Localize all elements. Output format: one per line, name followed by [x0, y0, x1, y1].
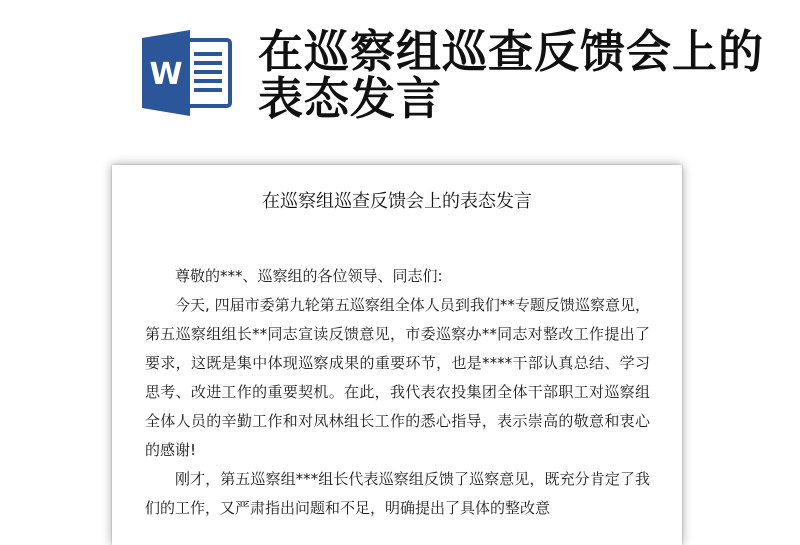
banner — [0, 0, 800, 160]
document-page — [112, 165, 682, 545]
paragraph: 今天, 四届市委第九轮第五巡察组全体人员到我们**专题反馈巡察意见，第五巡察组组长**同志宣读反馈意见，市委巡察办**同志对整改工作提出了要求，这既是集中体现巡察成果的重要环节，也是****干部认真总结、学习思考、改进工作的重要契机。在此，我代表农投集团全体干部职工对巡察组全体人员的辛勤工作和对凤林组长工作的悉心指导，表示崇高的敬意和衷心的感谢! — [145, 296, 650, 459]
document-body — [145, 262, 650, 523]
paragraph: 刚才，第五巡察组***组长代表巡察组反馈了巡察意见，既充分肯定了我们的工作，又严肃指出问题和不足，明确提出了具体的整改意 — [145, 470, 650, 517]
paragraph: 尊敬的***、巡察组的各位领导、同志们: — [175, 267, 443, 285]
word-letter: W — [149, 57, 183, 92]
banner-title: 在巡察组巡查反馈会上的表态发言 — [258, 25, 765, 125]
document-heading: 在巡察组巡查反馈会上的表态发言 — [262, 191, 532, 212]
word-document-icon — [140, 28, 232, 118]
